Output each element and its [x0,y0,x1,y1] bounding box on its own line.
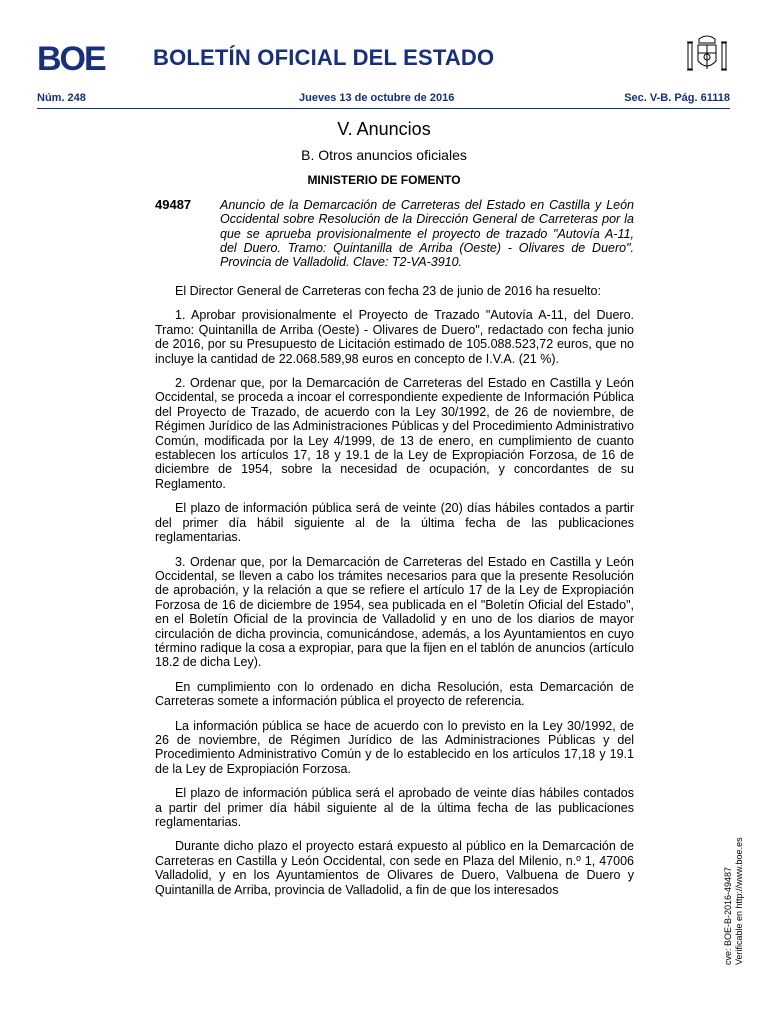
issue-number: Núm. 248 [37,92,86,104]
body-paragraph: 1. Aprobar provisionalmente el Proyecto de Trazado "Autovía A-11, del Duero. Tramo: Quintanilla de Arriba (Oeste) - Olivares de Duero", redactado con fecha junio de 2016, por su Presupuesto de Licitación estimado de 105.088.523,72 euros, que no incluye la cantidad de 22.068.589,98 euros en concepto de I.V.A. (21 %). [155,308,634,366]
body-paragraph: En cumplimiento con lo ordenado en dicha Resolución, esta Demarcación de Carreteras somete a información pública el proyecto de referencia. [155,679,634,709]
announcement-body [155,284,634,907]
body-paragraph: El Director General de Carreteras con fecha 23 de junio de 2016 ha resuelto: [175,284,601,298]
body-paragraph: La información pública se hace de acuerdo con lo previsto en la Ley 30/1992, de 26 de noviembre, de Régimen Jurídico de las Administraciones Públicas y del Procedimiento Administrativo Común y de lo establecido en los artículos 17,18 y 19.1 de la Ley de Expropiación Forzosa. [155,718,634,776]
masthead-title: BOLETÍN OFICIAL DEL ESTADO [153,45,495,70]
verification-sidebar [723,837,745,965]
issue-date: Jueves 13 de octubre de 2016 [299,92,455,104]
section-page: Sec. V-B. Pág. 61118 [624,92,730,104]
body-paragraph: 3. Ordenar que, por la Demarcación de Carreteras del Estado en Castilla y León Occidental, se lleven a cabo los trámites necesarios para que la presente Resolución de aprobación, y la relación a que se refiere el artículo 17 de la Ley de Expropiación Forzosa de 16 de diciembre de 1954, sea publicada en el "Boletín Oficial del Estado", en el Boletín Oficial de la provincia de Valladolid y en uno de los diarios de mayor circulación de dicha provincia, comunicándose, además, a los Ayuntamientos en cuyo término radique la cosa a expropiar, para que la fijen en el tablón de anuncios (artículo 18.2 de dicha Ley). [155,554,634,670]
coat-of-arms-icon [684,33,730,79]
body-paragraph: El plazo de información pública será de veinte (20) días hábiles contados a partir del primer día hábil siguiente al de la última fecha de las publicaciones reglamentarias. [155,501,634,545]
boe-logo-text: BOE [37,41,105,73]
verification-link[interactable]: Verificable en http://www.boe.es [734,837,744,965]
section-title: V. Anuncios [337,119,431,139]
body-paragraph: 2. Ordenar que, por la Demarcación de Carreteras del Estado en Castilla y León Occidental, se proceda a incoar el correspondiente expediente de Información Pública del Proyecto de Trazado, de acuerdo con la Ley 30/1992, de 26 de noviembre, de Régimen Jurídico de las Administraciones Públicas y del Procedimiento Administrativo Común, modificada por la Ley 4/1999, de 13 de enero, en cumplimiento de cuanto establecen los artículos 17, 18 y 19.1 de la Ley de Expropiación Forzosa, de 16 de diciembre de 1954, sobre la necesidad de ocupación, y concordantes de su Reglamento. [155,376,634,491]
subsection-title: B. Otros anuncios oficiales [301,147,467,163]
cve-code: cve: BOE-B-2016-49487 [723,866,733,965]
boe-logo [37,41,117,73]
announcement-number: 49487 [155,197,192,212]
ministry-heading: MINISTERIO DE FOMENTO [307,173,461,187]
announcement-summary: Anuncio de la Demarcación de Carreteras del Estado en Castilla y León Occidental sobre Resolución de la Dirección General de Carreteras por la que se aprueba provisionalmente el proyecto de trazado "Autovía A-11, del Duero. Tramo: Quintanilla de Arriba (Oeste) - Olivares de Duero". Provincia de Valladolid. Clave: T2-VA-3910. [220,198,634,270]
header-divider [37,108,730,109]
body-paragraph: Durante dicho plazo el proyecto estará expuesto al público en la Demarcación de Carreteras en Castilla y León Occidental, con sede en Plaza del Milenio, n.º 1, 47006 Valladolid, y en los Ayuntamientos de Olivares de Duero, Valbuena de Duero y Quintanilla de Arriba, provincia de Valladolid, a fin de que los interesados [155,839,634,897]
body-paragraph: El plazo de información pública será el aprobado de veinte días hábiles contados a partir del primer día hábil siguiente al de la última fecha de las publicaciones reglamentarias. [155,786,634,829]
